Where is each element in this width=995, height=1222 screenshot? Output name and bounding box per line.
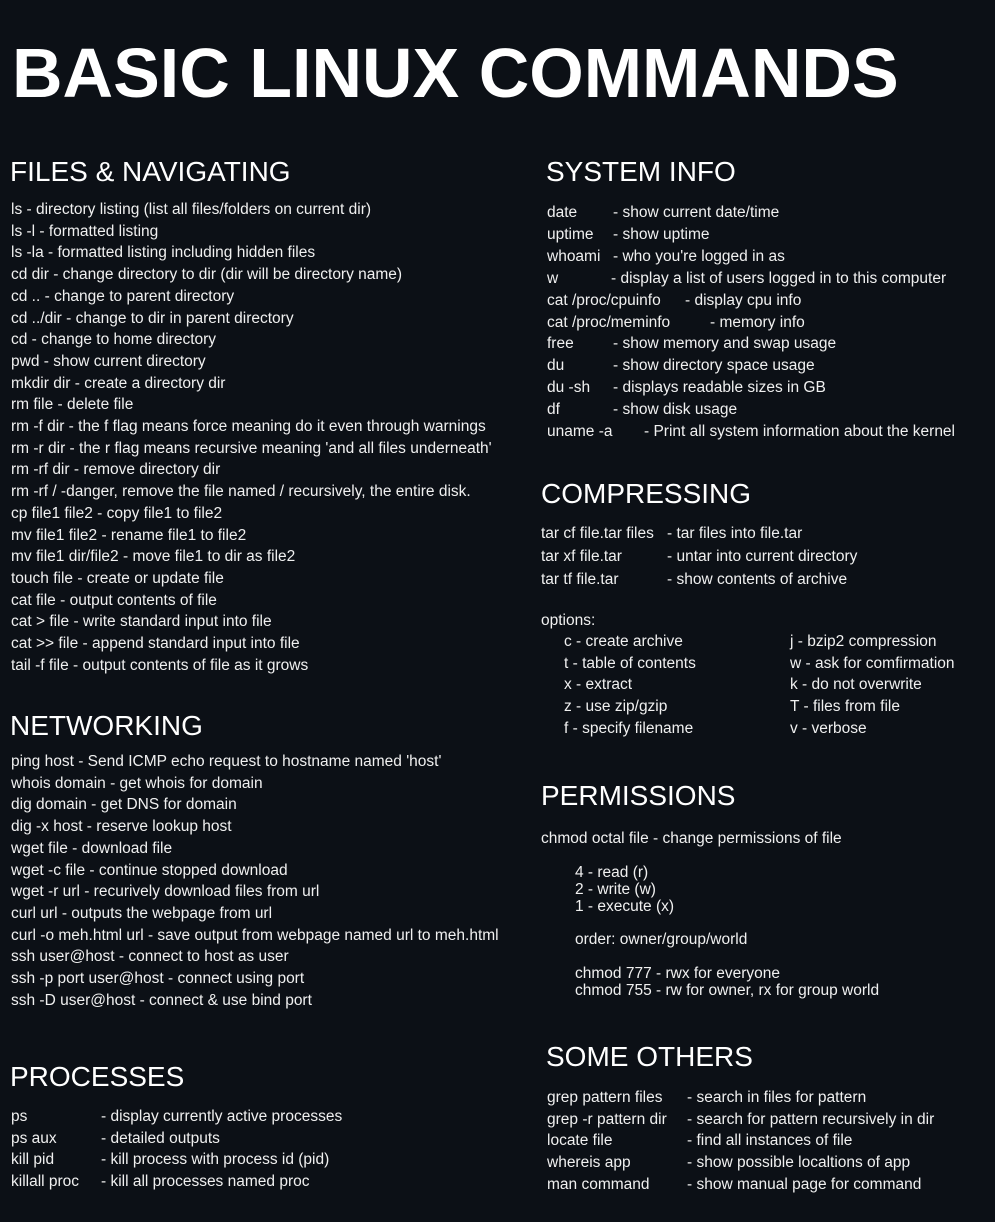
description: - search for pattern recursively in dir: [687, 1110, 935, 1128]
command: ps aux: [11, 1129, 57, 1147]
permission-bit: 1 - execute (x): [575, 898, 675, 915]
files-line: mv file1 dir/file2 - move file1 to dir as file2: [11, 548, 296, 566]
description: - find all instances of file: [687, 1132, 853, 1150]
command: ps: [11, 1108, 28, 1125]
files-line: cat file - output contents of file: [11, 591, 217, 609]
networking-line: wget -c file - continue stopped download: [11, 861, 288, 879]
command: locate file: [547, 1132, 613, 1150]
description: - show contents of archive: [667, 571, 848, 588]
command: du: [547, 357, 565, 375]
description: - untar into current directory: [667, 548, 858, 565]
section-files: [10, 155, 291, 189]
files-line: rm -r dir - the r flag means recursive meaning 'and all files underneath': [11, 439, 492, 457]
description: - show manual page for command: [687, 1175, 922, 1193]
command: uname -a: [547, 423, 613, 440]
files-line: cat >> file - append standard input into file: [11, 635, 300, 652]
command: w: [547, 269, 559, 287]
files-line: mkdir dir - create a directory dir: [11, 374, 226, 392]
section-networking: [10, 709, 203, 743]
description: - show directory space usage: [613, 357, 815, 375]
description: - who you're logged in as: [613, 247, 785, 265]
option-item: c - create archive: [564, 633, 683, 650]
description: - display a list of users logged in to this computer: [611, 269, 947, 287]
files-line: pwd - show current directory: [11, 352, 206, 370]
networking-line: whois domain - get whois for domain: [11, 774, 263, 792]
files-line: rm -rf / -danger, remove the file named / recursively, the entire disk.: [11, 483, 471, 501]
option-item: f - specify filename: [564, 719, 694, 737]
files-line: cp file1 file2 - copy file1 to file2: [11, 504, 223, 522]
description: - show memory and swap usage: [613, 335, 837, 353]
files-line: ls -l - formatted listing: [11, 222, 159, 240]
networking-line: wget -r url - recurively download files from url: [11, 883, 320, 901]
files-line: cd dir - change directory to dir (dir will be directory name): [11, 266, 403, 284]
section-compressing: [541, 477, 751, 511]
section-heading-permissions: PERMISSIONS: [541, 780, 736, 811]
section-system-info: [546, 155, 736, 189]
section-processes: [10, 1060, 184, 1094]
chmod-line: chmod octal file - change permissions of file: [541, 830, 842, 847]
page-title: BASIC LINUX COMMANDS: [12, 34, 899, 112]
networking-line: dig domain - get DNS for domain: [11, 796, 237, 814]
description: - display cpu info: [685, 291, 802, 309]
option-item: T - files from file: [790, 698, 900, 716]
command: grep -r pattern dir: [547, 1110, 667, 1128]
option-item: j - bzip2 compression: [790, 633, 937, 650]
description: - show possible localtions of app: [687, 1154, 911, 1172]
files-line: rm -f dir - the f flag means force meaning do it even through warnings: [11, 418, 486, 435]
description: - display currently active processes: [101, 1108, 343, 1125]
option-item: k - do not overwrite: [790, 676, 922, 694]
option-item: t - table of contents: [564, 654, 696, 672]
files-line: rm file - delete file: [11, 396, 134, 414]
command: killall proc: [11, 1173, 80, 1191]
section-heading-files: FILES & NAVIGATING: [10, 156, 291, 187]
section-permissions: [541, 779, 735, 813]
description: - detailed outputs: [101, 1129, 220, 1147]
description: - Print all system information about the kernel: [644, 423, 955, 440]
networking-line: curl url - outputs the webpage from url: [11, 904, 273, 922]
files-line: cd ../dir - change to dir in parent directory: [11, 309, 294, 327]
networking-line: ssh -p port user@host - connect using port: [11, 970, 305, 987]
files-line: touch file - create or update file: [11, 569, 224, 587]
networking-line: ssh user@host - connect to host as user: [11, 948, 289, 966]
command: free: [547, 335, 574, 353]
command: kill pid: [11, 1151, 55, 1169]
permission-example: chmod 777 - rwx for everyone: [575, 965, 781, 982]
networking-line: dig -x host - reserve lookup host: [11, 818, 232, 836]
option-item: w - ask for comfirmation: [790, 654, 955, 672]
command: whoami: [547, 247, 601, 265]
section-some-others: [546, 1040, 753, 1074]
files-line: tail -f file - output contents of file as it grows: [11, 656, 309, 674]
description: - kill process with process id (pid): [101, 1151, 330, 1169]
command: df: [547, 401, 560, 419]
networking-line: ssh -D user@host - connect & use bind port: [11, 991, 312, 1009]
networking-line: curl -o meh.html url - save output from webpage named url to meh.html: [11, 926, 499, 944]
section-heading-some-others: SOME OTHERS: [546, 1041, 753, 1072]
command: tar cf file.tar files: [541, 525, 654, 542]
description: - displays readable sizes in GB: [613, 379, 826, 397]
section-heading-compressing: COMPRESSING: [541, 478, 752, 509]
command: grep pattern files: [547, 1089, 663, 1106]
permission-bit: 4 - read (r): [575, 864, 649, 881]
section-heading-system-info: SYSTEM INFO: [546, 156, 736, 187]
files-line: mv file1 file2 - rename file1 to file2: [11, 526, 247, 544]
description: - show current date/time: [613, 204, 780, 221]
permission-order: order: owner/group/world: [575, 931, 748, 948]
files-line: cat > file - write standard input into file: [11, 613, 272, 631]
option-item: v - verbose: [790, 719, 867, 737]
options-label: options:: [541, 612, 596, 629]
command: uptime: [547, 225, 594, 243]
description: - show uptime: [613, 225, 710, 243]
description: - kill all processes named proc: [101, 1173, 310, 1191]
option-item: z - use zip/gzip: [564, 698, 668, 716]
command: date: [547, 204, 578, 221]
files-line: ls - directory listing (list all files/folders on current dir): [11, 201, 372, 218]
command: du -sh: [547, 379, 591, 397]
description: - memory info: [710, 313, 805, 331]
description: - tar files into file.tar: [667, 525, 803, 542]
networking-line: wget file - download file: [11, 839, 173, 857]
files-line: cd - change to home directory: [11, 331, 217, 349]
permission-example: chmod 755 - rw for owner, rx for group world: [575, 982, 880, 999]
files-line: cd .. - change to parent directory: [11, 287, 235, 305]
command: cat /proc/meminfo: [547, 313, 671, 331]
files-line: ls -la - formatted listing including hidden files: [11, 244, 316, 262]
section-heading-networking: NETWORKING: [10, 710, 203, 741]
option-item: x - extract: [564, 676, 633, 694]
command: cat /proc/cpuinfo: [547, 291, 661, 309]
description: - search in files for pattern: [687, 1089, 867, 1106]
command: man command: [547, 1175, 650, 1193]
description: - show disk usage: [613, 401, 738, 419]
command: tar tf file.tar: [541, 571, 619, 588]
permission-bit: 2 - write (w): [575, 881, 656, 898]
command: whereis app: [547, 1154, 631, 1172]
files-line: rm -rf dir - remove directory dir: [11, 461, 221, 479]
section-heading-processes: PROCESSES: [10, 1061, 185, 1092]
networking-line: ping host - Send ICMP echo request to hostname named 'host': [11, 753, 442, 770]
command: tar xf file.tar: [541, 548, 622, 565]
